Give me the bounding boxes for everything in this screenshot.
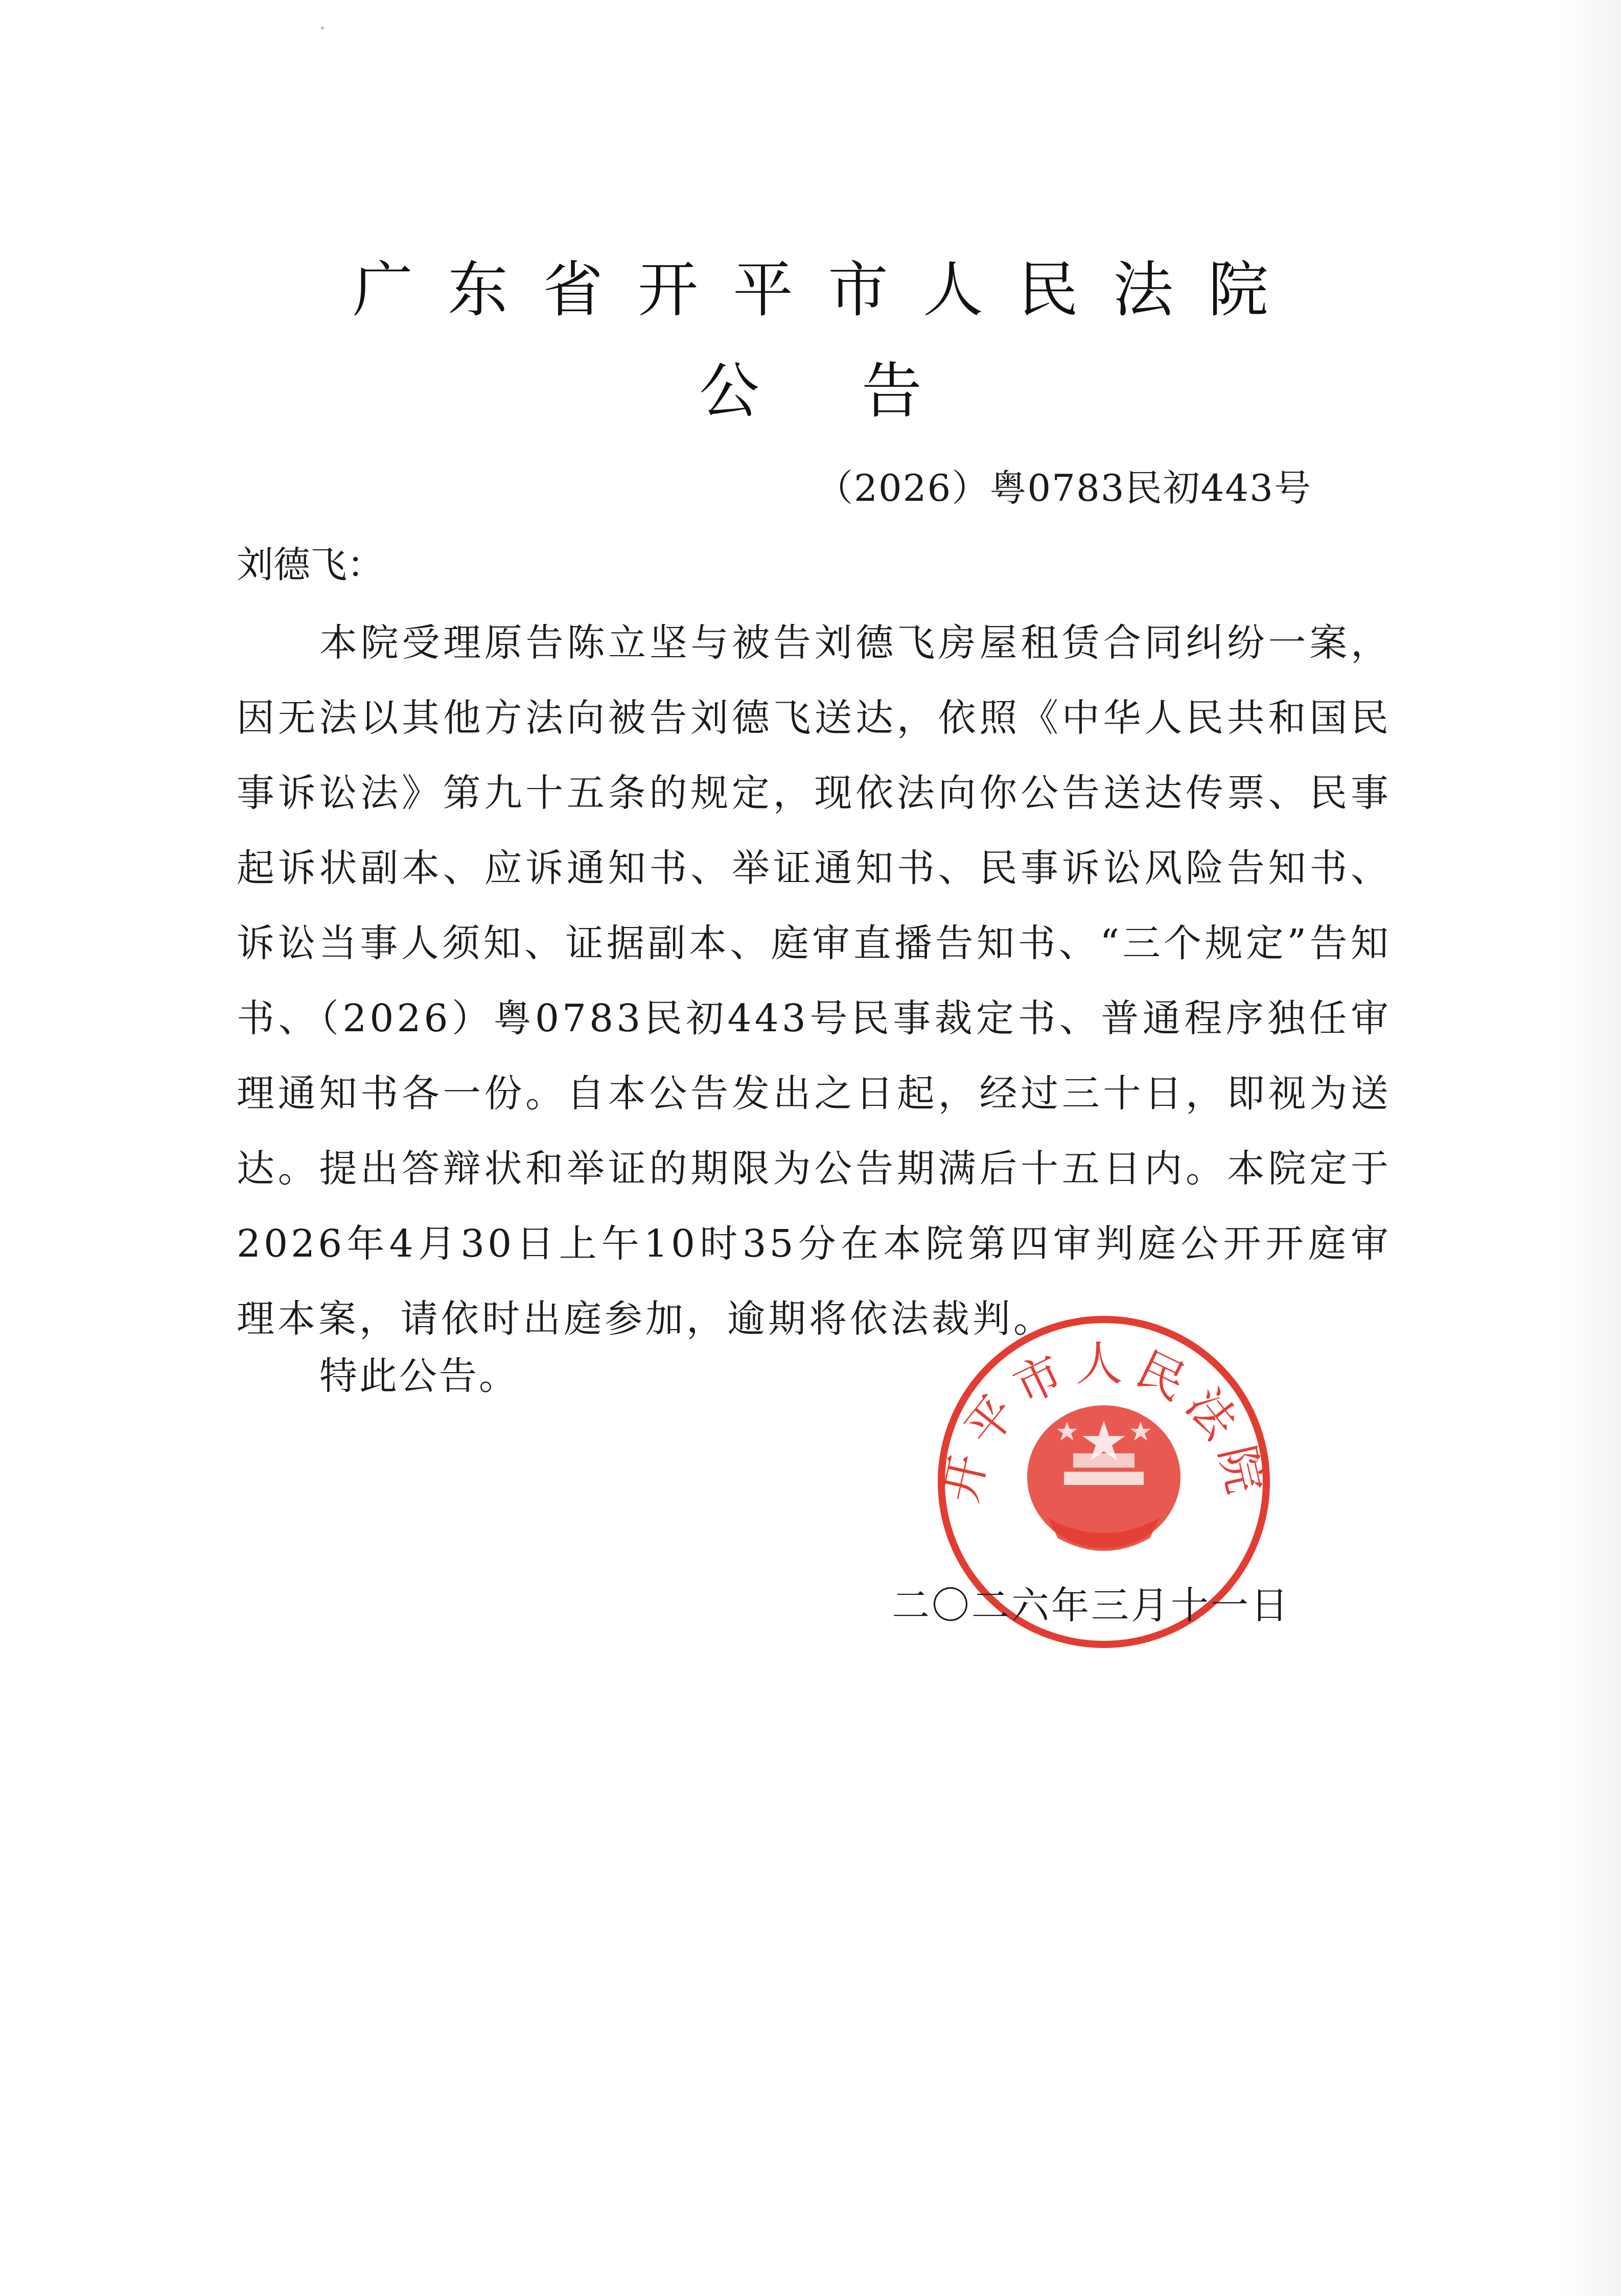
seal-ring-text: 开平市人民法院 bbox=[933, 1336, 1275, 1508]
case-number: （2026）粤0783民初443号 bbox=[816, 467, 1312, 509]
notice-body: 本院受理原告陈立坚与被告刘德飞房屋租赁合同纠纷一案，因无法以其他方法向被告刘德飞送达，依照《中华人民共和国民事诉讼法》第九十五条的规定，现依法向你公告送达传票、民事起诉状副本、应诉通知书、举证通知书、民事诉讼风险告知书、诉讼当事人须知、证据副本、庭审直播告知书、“三个规定”告知书、（2026）粤0783民初443号民事裁定书、普通程序独任审理通知书各一份。自本公告发出之日起，经过三十日，即视为送达。提出答辩状和举证的期限为公告期满后十五日内。本院定于2026年4月30日上午10时35分在本院第四审判庭公开开庭审理本案，请依时出庭参加，逾期将依法裁判。 bbox=[237, 621, 1392, 1341]
scan-speck bbox=[321, 27, 324, 30]
closing-line: 特此公告。 bbox=[319, 1354, 519, 1398]
national-emblem-icon bbox=[1027, 1405, 1180, 1551]
issue-date: 二〇二六年三月十一日 bbox=[892, 1584, 1290, 1628]
court-name-heading: 广东省开平市人民法院 bbox=[352, 254, 1303, 325]
scan-edge-shadow bbox=[1560, 0, 1621, 2296]
document-type-heading: 公告 bbox=[699, 356, 1024, 426]
addressee: 刘德飞： bbox=[237, 543, 384, 586]
